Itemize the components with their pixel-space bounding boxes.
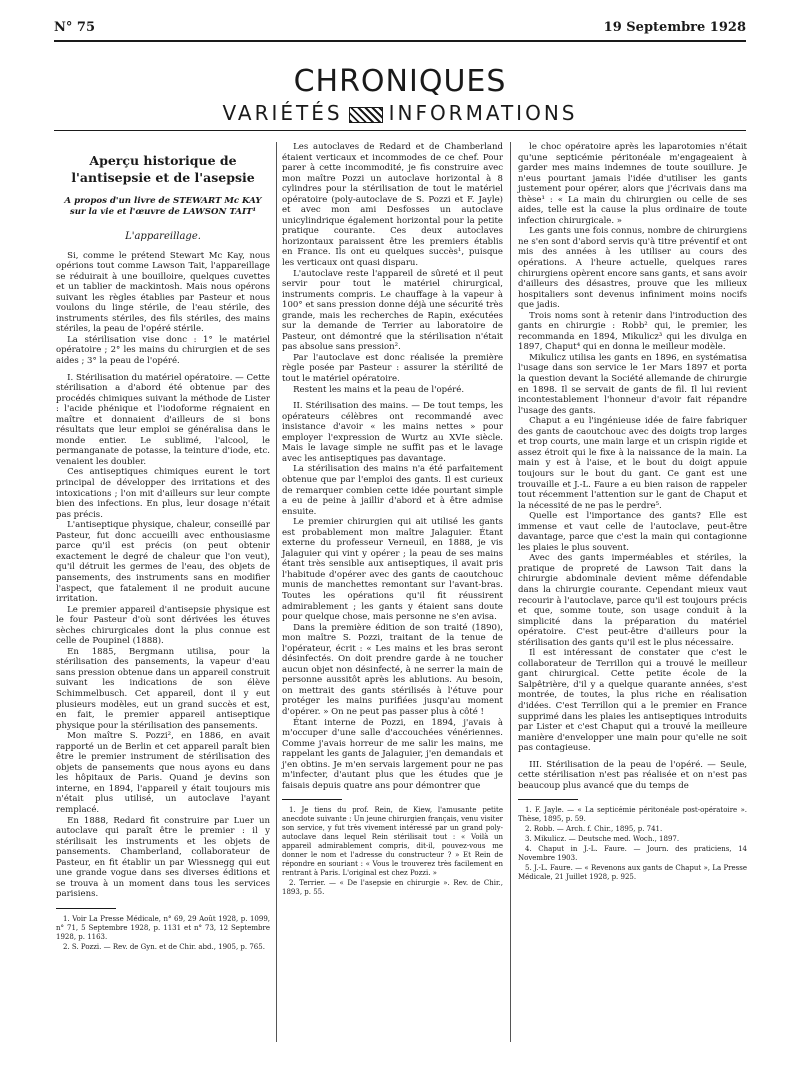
footnote: 1. Voir La Presse Médicale, n° 69, 29 Août 1928, p. 1099, n° 71, 5 Septembre 1928, p. 1131 et n° 73, 12 Septembre 1928, p. 1163. xyxy=(56,914,270,941)
paragraph: Les autoclaves de Redard et de Chamberland étaient verticaux et incommodes de ce chef. Pour parer à cette incommodité, je fis construire avec mon maître Pozzi un autoclave horizontal à 8 cylindres pour la stérilisation de tout le matériel opératoire (poly-autoclave de S. Pozzi et F. Jayle) et avec mon ami Desfosses un autoclave unicylindrique également horizontal pour la petite pratique courante. Ces deux autoclaves horizontaux paraissent être les premiers établis en France. Ils ont eu quelques succès¹, puisque les verticaux ont quasi disparu. xyxy=(282,142,503,269)
masthead-rule xyxy=(54,130,746,131)
paragraph: Par l'autoclave est donc réalisée la première règle posée par Pasteur : assurer la stérilité de tout le matériel opératoire. xyxy=(282,352,503,385)
paragraph: Étant interne de Pozzi, en 1894, j'avais à m'occuper d'une salle d'accouchées vénériennes. Comme j'avais horreur de me salir les mains, me rappelant les gants de Jalaguier, j'en demandais et j'en obtins. Je m'en servais largement pour ne pas m'infecter, d'autant plus que les études que je faisais depuis quatre ans pour démontrer que xyxy=(282,717,503,791)
paragraph: Chaput a eu l'ingénieuse idée de faire fabriquer des gants de caoutchouc avec des doigts trop larges et trop courts, une main large et un crispin rigide et assez étroit qui le fixe à la naissance de la main. La main y est à l'aise, et le bout du doigt appuie toujours sur le bout du gant. Ce gant est une trouvaille et J.-L. Faure a eu bien raison de rappeler tout récemment l'attention sur le gant de Chaput et la nécessité de ne pas le perdre⁵. xyxy=(518,416,747,511)
issue-number: N° 75 xyxy=(54,20,95,35)
footnote-rule xyxy=(282,799,342,800)
paragraph: Le premier appareil d'antisepsie physique est le four Pasteur d'où sont dérivées les étuves sèches chirurgicales dont la plus connue est celle de Poupinel (1888). xyxy=(56,604,270,647)
paragraph: L'autoclave reste l'appareil de sûreté et il peut servir pour tout le matériel chirurgical, instruments compris. Le chauffage à la vapeur à 100° et sans pression donne déjà une sécurité très grande, mais les recherches de Rapin, exécutées sur la demande de Terrier au laboratoire de Pasteur, ont démontré que la stérilisation n'était pas absolue sans pression². xyxy=(282,268,503,353)
masthead xyxy=(0,64,800,126)
paragraph: Trois noms sont à retenir dans l'introduction des gants en chirurgie : Robb² qui, le premier, les recommanda en 1894, Mikulicz³ qui les divulga en 1897, Chaput⁴ qui en donna le meilleur modèle. xyxy=(518,310,747,353)
paragraph: En 1888, Redard fit construire par Luer un autoclave qui paraît être le premier : il y stérilisait les instruments et les objets de pansements. Chamberland, collaborateur de Pasteur, en fit établir un par Wiessnegg qui eut une grande vogue dans ses diverses éditions et se trouva à un moment dans tous les services parisiens. xyxy=(56,815,270,900)
paragraph: La stérilisation vise donc : 1° le matériel opératoire ; 2° les mains du chirurgien et de ses aides ; 3° la peau de l'opéré. xyxy=(56,334,270,367)
paragraph: Le premier chirurgien qui ait utilisé les gants est probablement mon maître Jalaguier. Étant externe du professeur Verneuil, en 1888, je vis Jalaguier qui vint y opérer ; la peau de ses mains étant très sensible aux antiseptiques, il avait pris l'habitude d'opérer avec des gants de caoutchouc munis de manchettes remontant sur l'avant-bras. Toutes les opérations qu'il fit réussirent admirablement ; les gants y étaient sans doute pour quelque chose, mais personne ne s'en avisa. xyxy=(282,517,503,623)
masthead-right: INFORMATIONS xyxy=(388,101,578,125)
footnote-rule xyxy=(518,799,578,800)
column-divider xyxy=(276,142,277,1042)
paragraph: III. Stérilisation de la peau de l'opéré. — Seule, cette stérilisation n'est pas réalisée et on n'est pas beaucoup plus avancé que du temps de xyxy=(518,759,747,791)
masthead-title: CHRONIQUES xyxy=(293,64,507,99)
paragraph: I. Stérilisation du matériel opératoire. — Cette stérilisation a d'abord été obtenue par des procédés chimiques suivant la méthode de Lister : l'acide phénique et l'iodoforme régnaient en maître et donnaient d'ailleurs de si bons résultats que leur emploi se généralisa dans le monde entier. Le sublimé, l'alcool, le permanganate de potasse, la teinture d'iode, etc. venaient les doubler. xyxy=(56,372,270,467)
paragraph: II. Stérilisation des mains. — De tout temps, les opérateurs célèbres ont recommandé avec insistance d'avoir « les mains nettes » pour employer l'expression de Wurtz au XVIe siècle. Mais le lavage simple ne suffit pas et le lavage avec les antiseptiques pas davantage. xyxy=(282,401,503,464)
paragraph: Avec des gants imperméables et stériles, la pratique de propreté de Lawson Tait dans la chirurgie abdominale devient même défendable dans la chirurgie courante. Cependant mieux vaut recourir à l'autoclave, parce qu'il est toujours précis et que, somme toute, son usage conduit à la simplicité dans la préparation du matériel opératoire. C'est peut-être d'ailleurs pour la stérilisation des gants qu'il est le plus nécessaire. xyxy=(518,553,747,648)
ornament-icon xyxy=(349,107,383,123)
column-3 xyxy=(518,142,747,882)
paragraph: Restent les mains et la peau de l'opéré. xyxy=(293,384,465,395)
page-header xyxy=(54,20,746,38)
article-title: Aperçu historique de l'antisepsie et de l'asepsie xyxy=(71,153,255,185)
paragraph: Les gants une fois connus, nombre de chirurgiens ne s'en sont d'abord servis qu'à titre préventif et ont mis des années à les utiliser au cours des opérations. A l'heure actuelle, quelques rares chirurgiens opèrent encore sans gants, et sans avoir d'ailleurs des désastres, prouve que les milieux hospitaliers sont devenus infiniment moins nocifs que jadis. xyxy=(518,226,747,311)
footnote: 5. J.-L. Faure. — « Revenons aux gants de Chaput », La Presse Médicale, 21 Juillet 1928, p. 925. xyxy=(518,864,747,882)
paragraph: L'antiseptique physique, chaleur, conseillé par Pasteur, fut donc accueilli avec enthousiasme parce qu'il est précis (on peut obtenir exactement le degré de chaleur que l'on veut), qu'il détruit les germes de l'eau, des objets de pansements, des instruments sans en modifier l'aspect, que fatalement il ne produit aucune irritation. xyxy=(56,520,270,605)
paragraph: Mon maître S. Pozzi², en 1886, en avait rapporté un de Berlin et cet appareil paraît bien être le premier instrument de stérilisation des objets de pansements que nous ayons eu dans les hôpitaux de Paris. Quand je devins son interne, en 1894, l'appareil y était toujours mis n'était plus utilisé, un autoclave l'ayant remplacé. xyxy=(56,731,270,815)
paragraph: Il est intéressant de constater que c'est le collaborateur de Terrillon qui a trouvé le meilleur gant chirurgical. Cette petite école de la Salpêtrière, d'il y a quelque quarante années, s'est montrée, de toutes, la plus riche en réalisation d'idées. C'est Terrillon qui a le premier en France supprimé dans les plaies les antiseptiques introduits par Lister et c'est Chaput qui a trouvé la meilleure manière d'envelopper une main pour qu'elle ne soit pas contagieuse. xyxy=(518,648,747,754)
masthead-left: VARIÉTÉS xyxy=(222,101,343,125)
footnote: 2. Robb. — Arch. f. Chir., 1895, p. 741. xyxy=(525,825,663,834)
paragraph: Mikulicz utilisa les gants en 1896, en systématisa l'usage dans son service le 1er Mars 1897 et porta la question devant la Société allemande de chirurgie en 1898. Il se servait de gants de fil. Il lui revient incontestablement l'honneur d'avoir fait répandre l'usage des gants. xyxy=(518,352,747,416)
paragraph: Ces antiseptiques chimiques eurent le tort principal de développer des irritations et des intoxications ; l'on mit d'ailleurs sur leur compte bien des infections. En plus, leur dosage n'était pas précis. xyxy=(56,467,270,520)
footnote-rule xyxy=(56,908,116,909)
footnote: 2. S. Pozzi. — Rev. de Gyn. et de Chir. abd., 1905, p. 765. xyxy=(63,942,265,951)
footnote: 1. Je tiens du prof. Rein, de Kiew, l'amusante petite anecdote suivante : Un jeune chirurgien français, venu visiter son service, y fut très vivement intéressé par un grand poly-autoclave dans lequel Rein stérilisait tout : « Voilà un appareil admirablement compris, dit-il, pouvez-vous me donner le nom et l'adresse du constructeur ? » Et Rein de répondre en souriant : « Vous le trouverez très facilement en rentrant à Paris. L'original est chez Pozzi. » xyxy=(282,806,503,878)
footnote: 3. Mikulicz. — Deutsche med. Woch., 1897. xyxy=(525,835,680,844)
paragraph: le choc opératoire après les laparotomies n'était qu'une septicémie péritonéale m'engageaient à garder mes mains indemnes de toute souillure. Je n'eus pourtant jamais l'idée d'utiliser les gants justement pour opérer, alors que j'écrivais dans ma thèse¹ : « La main du chirurgien ou celle de ses aides, telle est la cause la plus ordinaire de toute infection chirurgicale. » xyxy=(518,142,747,226)
footnote: 2. Terrier. — « De l'asepsie en chirurgie ». Rev. de Chir., 1893, p. 55. xyxy=(282,879,503,897)
column-divider xyxy=(510,142,511,1042)
paragraph: Si, comme le prétend Stewart Mc Kay, nous opérions tout comme Lawson Tait, l'appareillage se réduirait à une bouilloire, quelques cuvettes et un tablier de mackintosh. Mais nous opérons suivant les règles établies par Pasteur et nous voulons du linge stérile, de l'eau stérile, des instruments stériles, des fils stériles, des mains stériles, la peau de l'opéré stérile. xyxy=(56,250,270,335)
paragraph: La stérilisation des mains n'a été parfaitement obtenue que par l'emploi des gants. Il est curieux de remarquer combien cette idée pourtant simple a eu de peine à jaillir d'abord et à être admise ensuite. xyxy=(282,464,503,517)
paragraph: Dans la première édition de son traité (1890), mon maître S. Pozzi, traitant de la tenue de l'opérateur, écrit : « Les mains et les bras seront désinfectés. On doit prendre garde à ne toucher aucun objet non désinfecté, à ne serrer la main de personne aussitôt après les ablutions. Au besoin, on mettrait des gants stérilisés à l'étuve pour protéger les mains purifiées jusqu'au moment d'opérer. » On ne peut pas passer plus à côté ! xyxy=(282,622,503,717)
issue-date: 19 Septembre 1928 xyxy=(603,20,746,35)
section-heading: L'appareillage. xyxy=(125,231,201,242)
footnote: 4. Chaput in J.-L. Faure. — Journ. des praticiens, 14 Novembre 1903. xyxy=(518,845,747,863)
column-1 xyxy=(56,142,270,952)
masthead-subtitle xyxy=(0,100,800,126)
footnote: 1. F. Jayle. — « La septicémie péritonéale post-opératoire ». Thèse, 1895, p. 59. xyxy=(518,806,747,824)
header-rule xyxy=(54,40,746,42)
article-subtitle: A propos d'un livre de STEWART Mc KAY sur la vie et l'œuvre de LAWSON TAIT¹ xyxy=(64,196,262,217)
column-2 xyxy=(282,142,503,897)
paragraph: En 1885, Bergmann utilisa, pour la stérilisation des pansements, la vapeur d'eau sans pression obtenue dans un appareil construit suivant les indications de son élève Schimmelbusch. Cet appareil, dont il y eut plusieurs modèles, eut un grand succès et est, en fait, le premier appareil antiseptique physique pour la stérilisation des pansements. xyxy=(56,646,270,731)
paragraph: Quelle est l'importance des gants? Elle est immense et vaut celle de l'autoclave, peut-être davantage, parce que c'est la main qui contagionne les plaies le plus souvent. xyxy=(518,511,747,553)
